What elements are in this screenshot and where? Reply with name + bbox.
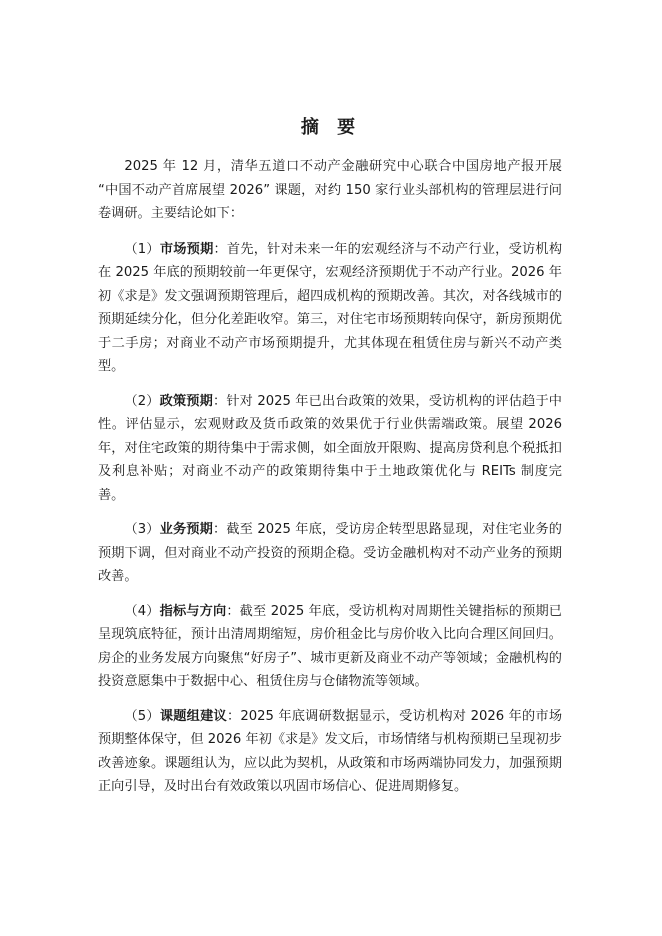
item-number: （1）: [124, 241, 160, 257]
item-policy-expectation: [98, 390, 562, 508]
item-number: （2）: [124, 393, 160, 409]
item-label: 业务预期: [159, 522, 213, 537]
item-business-expectation: [98, 518, 562, 589]
item-number: （3）: [124, 522, 160, 537]
item-market-expectation: [98, 238, 562, 379]
page-title: 摘 要: [300, 117, 362, 138]
item-number: （4）: [124, 603, 160, 619]
abstract-body: [98, 155, 562, 810]
item-research-suggestions: [98, 705, 562, 799]
item-text: ：首先，针对未来一年的宏观经济与不动产行业，受访机构在 2025 年底的预期较前一年更保守，宏观经济预期优于不动产行业。2026 年初《求是》发文强调预期管理后，超四成机构的预期改善。其次，对各线城市的预期延续分化，但分化差距收窄。第三，对住宅市场预期转向保守，新房预期优于二手房；对商业不动产市场预期提升，尤其体现在租赁住房与新兴不动产类型。: [98, 241, 563, 374]
item-text: ：截至 2025 年底，受访机构对周期性关键指标的预期已呈现筑底特征，预计出清周期缩短，房价租金比与房价收入比向合理区间回归。房企的业务发展方向聚焦“好房子”、城市更新及商业不动产等领域；金融机构的投资意愿集中于数据中心、租赁住房与仓储物流等领域。: [98, 603, 562, 689]
item-label: 市场预期: [159, 241, 214, 257]
item-label: 指标与方向: [159, 603, 227, 619]
item-label: 政策预期: [159, 393, 213, 409]
item-text: ：2025 年底调研数据显示，受访机构对 2026 年的市场预期整体保守，但 2026 年初《求是》发文后，市场情绪与机构预期已呈现初步改善迹象。课题组认为，应以此为契机，从政策和市场两端协同发力，加强预期正向引导，及时出台有效政策以巩固市场信心、促进周期修复。: [98, 708, 563, 794]
item-number: （5）: [124, 708, 160, 724]
item-text: ：针对 2025 年已出台政策的效果，受访机构的评估趋于中性。评估显示，宏观财政及货币政策的效果优于行业供需端政策。展望 2026 年，对住宅政策的期待集中于需求侧，如全面放开限购、提高房贷利息个税抵扣及利息补贴；对商业不动产的政策期待集中于土地政策优化与 REITs 制度完善。: [98, 393, 562, 503]
item-text: ：截至 2025 年底，受访房企转型思路显现，对住宅业务的预期下调，但对商业不动产投资的预期企稳。受访金融机构对不动产业务的预期改善。: [98, 522, 562, 584]
item-indicators-direction: [98, 600, 562, 694]
item-label: 课题组建议: [159, 708, 227, 724]
intro-paragraph: 2025 年 12 月，清华五道口不动产金融研究中心联合中国房地产报开展 “中国不动产首席展望 2026” 课题，对约 150 家行业头部机构的管理层进行问卷调研。主要结论如下：: [98, 159, 562, 221]
